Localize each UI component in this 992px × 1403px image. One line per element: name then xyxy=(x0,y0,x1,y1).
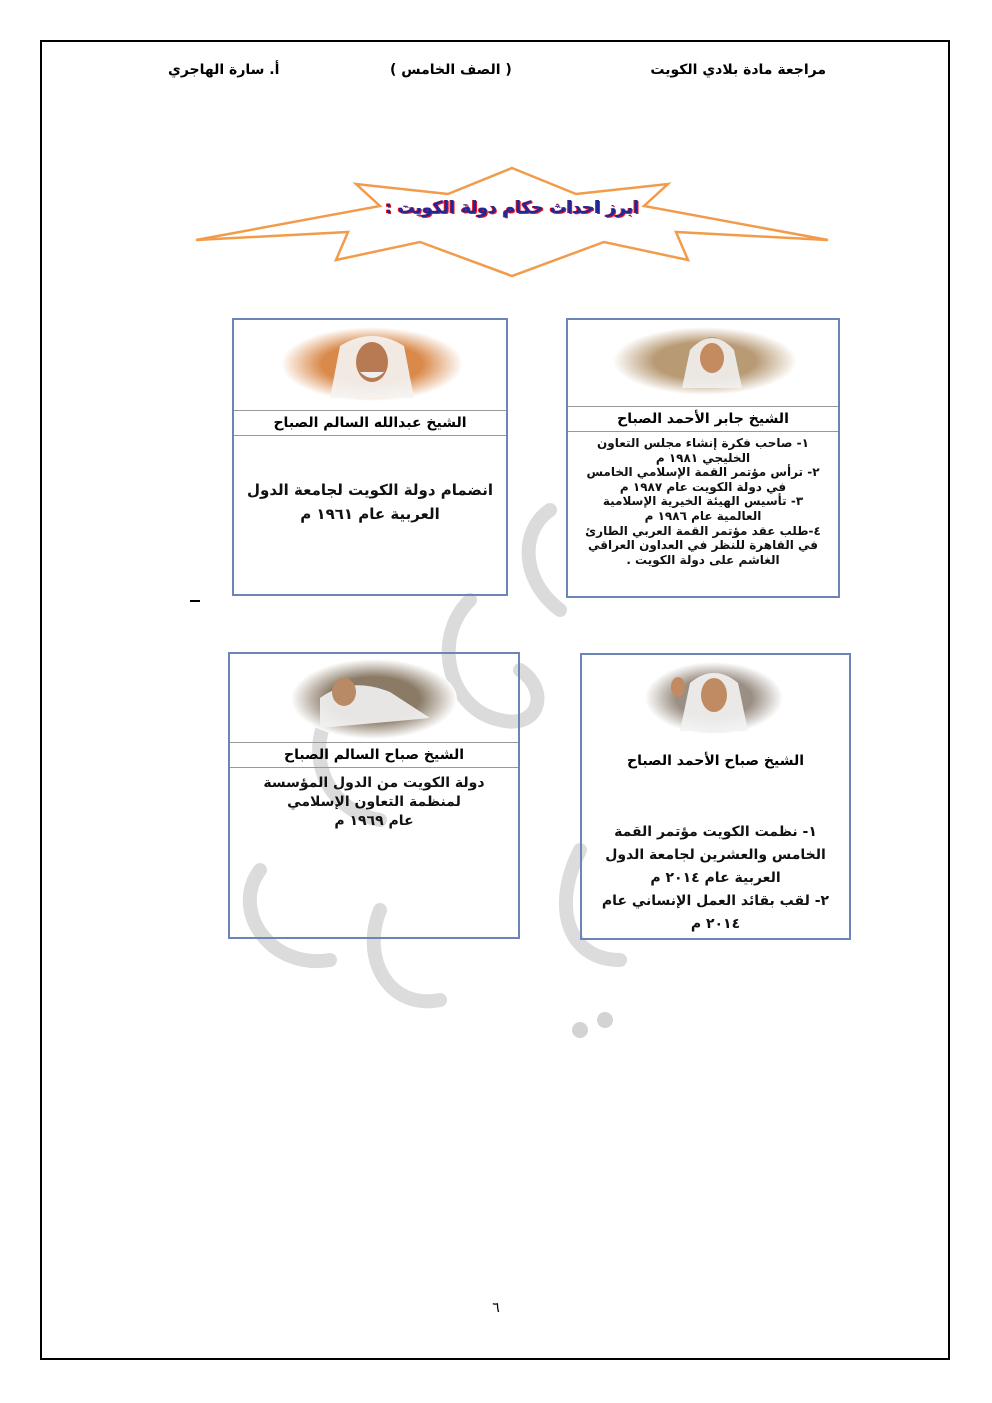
text-line: ٣- تأسيس الهيئة الخيرية الإسلامية xyxy=(602,494,804,509)
portrait-sabah-ahmad xyxy=(644,661,784,735)
portrait-sabah-salem xyxy=(290,658,458,740)
text-line: الغاشم على دولة الكويت . xyxy=(626,552,780,567)
body-sabah-ahmad xyxy=(588,821,843,936)
text-line: انضمام دولة الكويت لجامعة الدول xyxy=(247,481,493,499)
text-line: ٤-طلب عقد مؤتمر القمة العربي الطارئ xyxy=(585,523,821,538)
banner-title: ابرز احداث حكام دولة الكويت : xyxy=(385,198,639,218)
text-line: في القاهرة للنظر في العداون العراقي xyxy=(587,538,819,553)
text-line: ١- صاحب فكرة إنشاء مجلس التعاون xyxy=(597,436,809,450)
portrait-jaber xyxy=(612,326,798,396)
text-line: في دولة الكويت عام ١٩٨٧ م xyxy=(619,479,787,494)
text-line: ٢- ترأس مؤتمر القمة الإسلامي الخامس xyxy=(586,465,820,480)
body-abdullah xyxy=(240,478,500,526)
text-line: العربية عام ٢٠١٤ م xyxy=(650,870,781,886)
body-sabah-salem xyxy=(236,774,512,831)
name-sabah-ahmad: الشيخ صباح الأحمد الصباح xyxy=(626,753,805,769)
text-line: ٢- لقب بقائد العمل الإنساني عام xyxy=(601,893,830,909)
header-grade: ( الصف الخامس ) xyxy=(390,62,512,78)
text-line: العربية عام ١٩٦١ م xyxy=(300,505,440,523)
text-line: ١- نظمت الكويت مؤتمر القمة xyxy=(614,824,817,840)
text-line: الخليجي ١٩٨١ م xyxy=(655,450,751,465)
card-abdullah xyxy=(232,318,508,596)
card-jaber xyxy=(566,318,840,598)
text-line: العالمية عام ١٩٨٦ م xyxy=(644,508,762,523)
portrait-abdullah xyxy=(280,326,464,402)
name-abdullah: الشيخ عبدالله السالم الصباح xyxy=(234,410,506,436)
text-line: لمنظمة التعاون الإسلامي xyxy=(287,794,461,810)
page-number: ٦ xyxy=(492,1300,500,1316)
text-line: عام ١٩٦٩ م xyxy=(334,813,414,829)
name-jaber: الشيخ جابر الأحمد الصباح xyxy=(568,406,838,432)
dash-mark xyxy=(190,600,200,602)
card-sabah-salem xyxy=(228,652,520,939)
name-sabah-salem: الشيخ صباح السالم الصباح xyxy=(230,742,518,768)
text-line: الخامس والعشرين لجامعة الدول xyxy=(605,847,826,863)
header-teacher: أ. سارة الهاجري xyxy=(168,62,280,78)
text-line: ٢٠١٤ م xyxy=(690,916,741,932)
header-subject: مراجعة مادة بلادي الكويت xyxy=(650,62,826,78)
card-sabah-ahmad xyxy=(580,653,851,940)
body-jaber xyxy=(574,436,832,567)
text-line: دولة الكويت من الدول المؤسسة xyxy=(263,775,485,791)
star-banner xyxy=(192,166,832,278)
